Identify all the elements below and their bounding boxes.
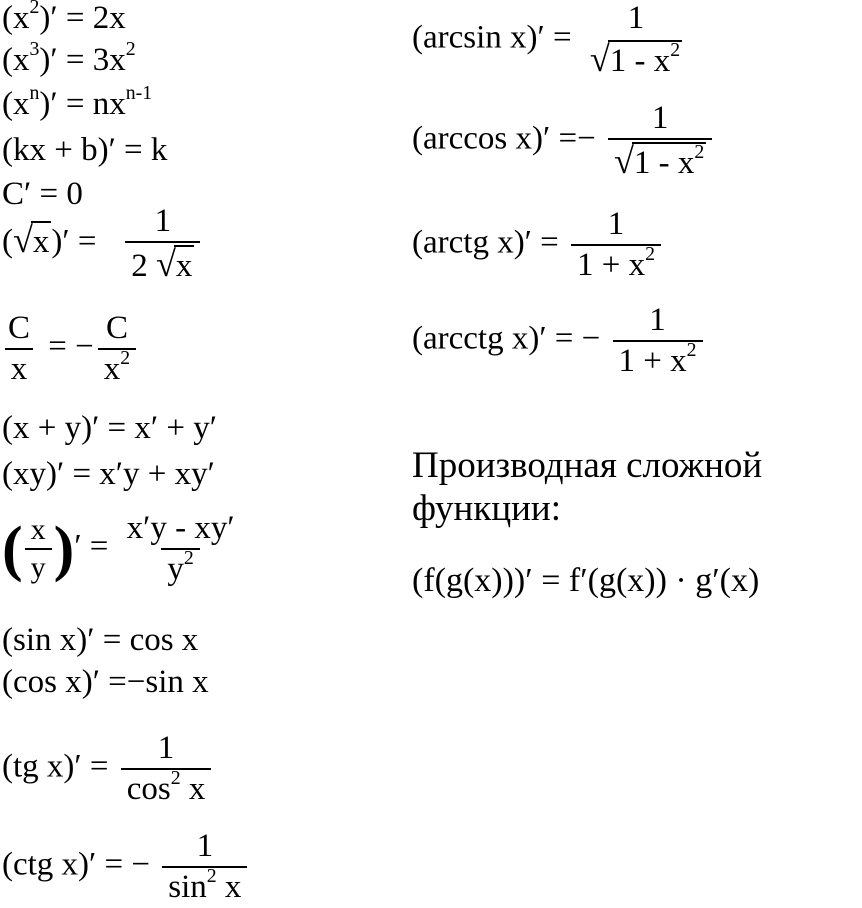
- formula-tg: (tg x)′ = $\frac{1}{\cos^2 x}$: [2, 732, 215, 806]
- formula-chain-rule: (f(g(x)))′ = f′(g(x)) · g′(x): [412, 562, 760, 599]
- formula-arcctg: (arcctg x)′ = − $\frac{1}{1 + x^2}$: [412, 304, 707, 378]
- fraction: 1 $√1 - x^2$: [589, 0, 681, 79]
- formula-sqrt: (√x)′ = $\frac{1}{2 √x}$: [2, 205, 204, 283]
- formula-cos: (cos x)′ =−sin x: [2, 664, 209, 700]
- heading-complex-derivative: [412, 444, 762, 530]
- fraction: $\frac{C}{x^2}$: [98, 312, 136, 386]
- fraction: $\frac{1}{2 √x}$: [125, 205, 200, 283]
- formula-sin: (sin x)′ = cos x: [2, 622, 199, 658]
- formula-constant: C′ = 0: [2, 176, 83, 212]
- formula-product-rule: (xy)′ = x′y + xy′: [2, 456, 215, 492]
- formula-power-2: $(x^2)' = 2x$: [2, 0, 126, 36]
- formula-power-n: $(x^n)' = nx^{n-1}$: [2, 82, 153, 122]
- formula-ctg: (ctg x)′ = − $\frac{1}{\sin^2 x}$: [2, 830, 251, 904]
- formula-quotient-rule: ( $\frac{x}{y}$ )′ = $\frac{x'y - xy'}{y^2}$: [2, 512, 245, 586]
- fraction: $\frac{1}{\sin^2 x}$: [162, 830, 247, 904]
- formula-sum-rule: (x + y)′ = x′ + y′: [2, 410, 217, 446]
- fraction: $\frac{1}{1 + x^2}$: [613, 304, 703, 378]
- formula-arctg: (arctg x)′ = $\frac{1}{1 + x^2}$: [412, 208, 665, 282]
- heading-line-2: функции:: [412, 488, 562, 529]
- formula-linear: (kx + b)′ = k: [2, 132, 168, 168]
- fraction: $\frac{x}{y}$: [25, 515, 52, 583]
- formula-power-3: $(x^3)' = 3x^2$: [2, 38, 136, 78]
- fraction: $\frac{x'y - xy'}{y^2}$: [126, 510, 235, 587]
- formula-arccos: (arccos x)′ =− $\frac{1}{√1 - x^2}$: [412, 102, 716, 180]
- formula-arcsin: (arcsin x)′ = 1 $√1 - x^2$: [412, 2, 692, 78]
- fraction: $\frac{1}{√1 - x^2}$: [608, 102, 712, 180]
- fraction: $\frac{1}{1 + x^2}$: [571, 208, 661, 282]
- formula-c-over-x: $\frac{C}{x}$ = − $\frac{C}{x^2}$: [2, 312, 140, 386]
- heading-line-1: Производная сложной: [412, 445, 763, 486]
- fraction: $\frac{1}{\cos^2 x}$: [121, 732, 212, 806]
- fraction: $\frac{C}{x}$: [2, 312, 36, 386]
